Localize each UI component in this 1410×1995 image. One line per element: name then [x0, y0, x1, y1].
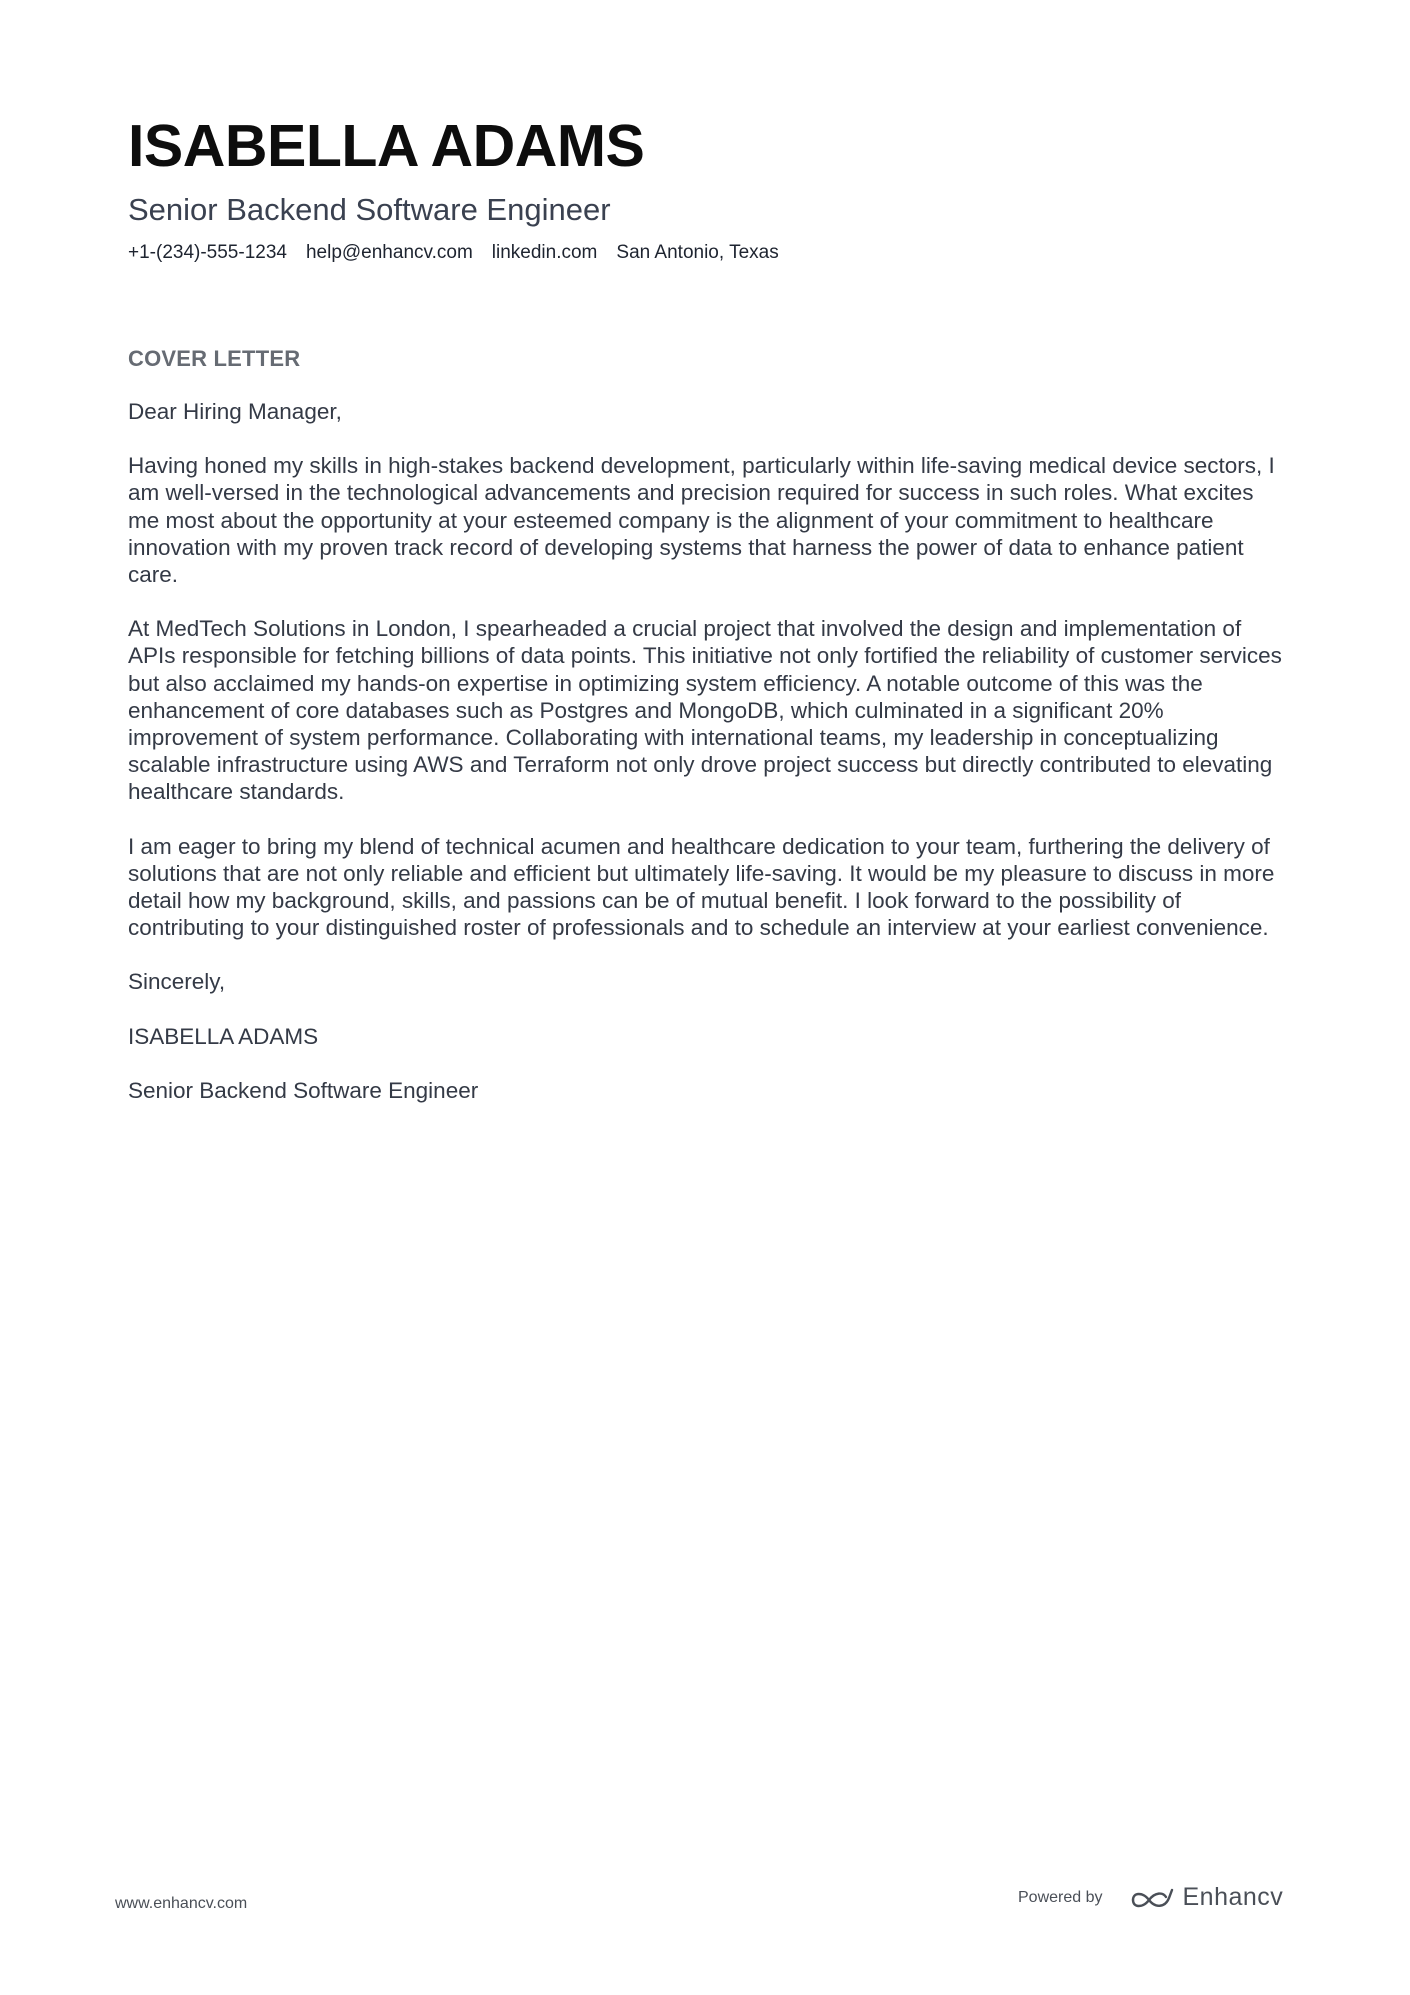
paragraph-3: I am eager to bring my blend of technical acumen and healthcare dedication to your team, furthering the delivery of solutions that are not only reliable and efficient but ultimately life-saving. It would be my pleasure to discuss in more detail how my background, skills, and passions can be of mutual benefit. I look forward to the possibility of contributing to your distinguished roster of professionals and to schedule an interview at your earliest convenience.: [128, 833, 1275, 941]
contact-info: [128, 240, 1278, 266]
section-title: COVER LETTER: [128, 346, 301, 371]
enhancv-brand-name: Enhancv: [1182, 1883, 1284, 1911]
phone-number: +1-(234)-555-1234: [128, 242, 287, 263]
closing: Sincerely,: [128, 969, 226, 995]
paragraph-1: Having honed my skills in high-stakes backend development, particularly within life-saving medical device sectors, I am well-versed in the technological advancements and precision required for success in such roles. What excites me most about the opportunity at your esteemed company is the alignment of your commitment to healthcare innovation with my proven track record of developing systems that harness the power of data to enhance patient care.: [128, 453, 1275, 588]
email-address: help@enhancv.com: [305, 242, 473, 263]
paragraph-2: At MedTech Solutions in London, I spearheaded a crucial project that involved the design and implementation of APIs responsible for fetching billions of data points. This initiative not only fortified the reliability of customer services but also acclaimed my hands-on expertise in optimizing system efficiency. A notable outcome of this was the enhancement of core databases such as Postgres and MongoDB, which culminated in a significant 20% improvement of system performance. Collaborating with international teams, my leadership in conceptualizing scalable infrastructure using AWS and Terraform not only drove project success but directly contributed to elevating healthcare standards.: [128, 616, 1282, 805]
footer-website: www.enhancv.com: [115, 1895, 248, 1912]
signature-title: Senior Backend Software Engineer: [128, 1077, 479, 1103]
footer-branding: [1018, 1883, 1283, 1912]
signature-name: ISABELLA ADAMS: [128, 1023, 319, 1049]
greeting: Dear Hiring Manager,: [128, 399, 342, 424]
powered-by-label: Powered by: [1018, 1888, 1103, 1906]
enhancv-logo-icon: [1129, 1886, 1175, 1910]
linkedin-link: linkedin.com: [491, 242, 598, 263]
applicant-name: ISABELLA ADAMS: [128, 113, 645, 179]
letter-body: [128, 344, 1288, 1131]
applicant-title: Senior Backend Software Engineer: [128, 192, 611, 227]
header: [128, 108, 1278, 266]
location: San Antonio, Texas: [616, 242, 779, 263]
